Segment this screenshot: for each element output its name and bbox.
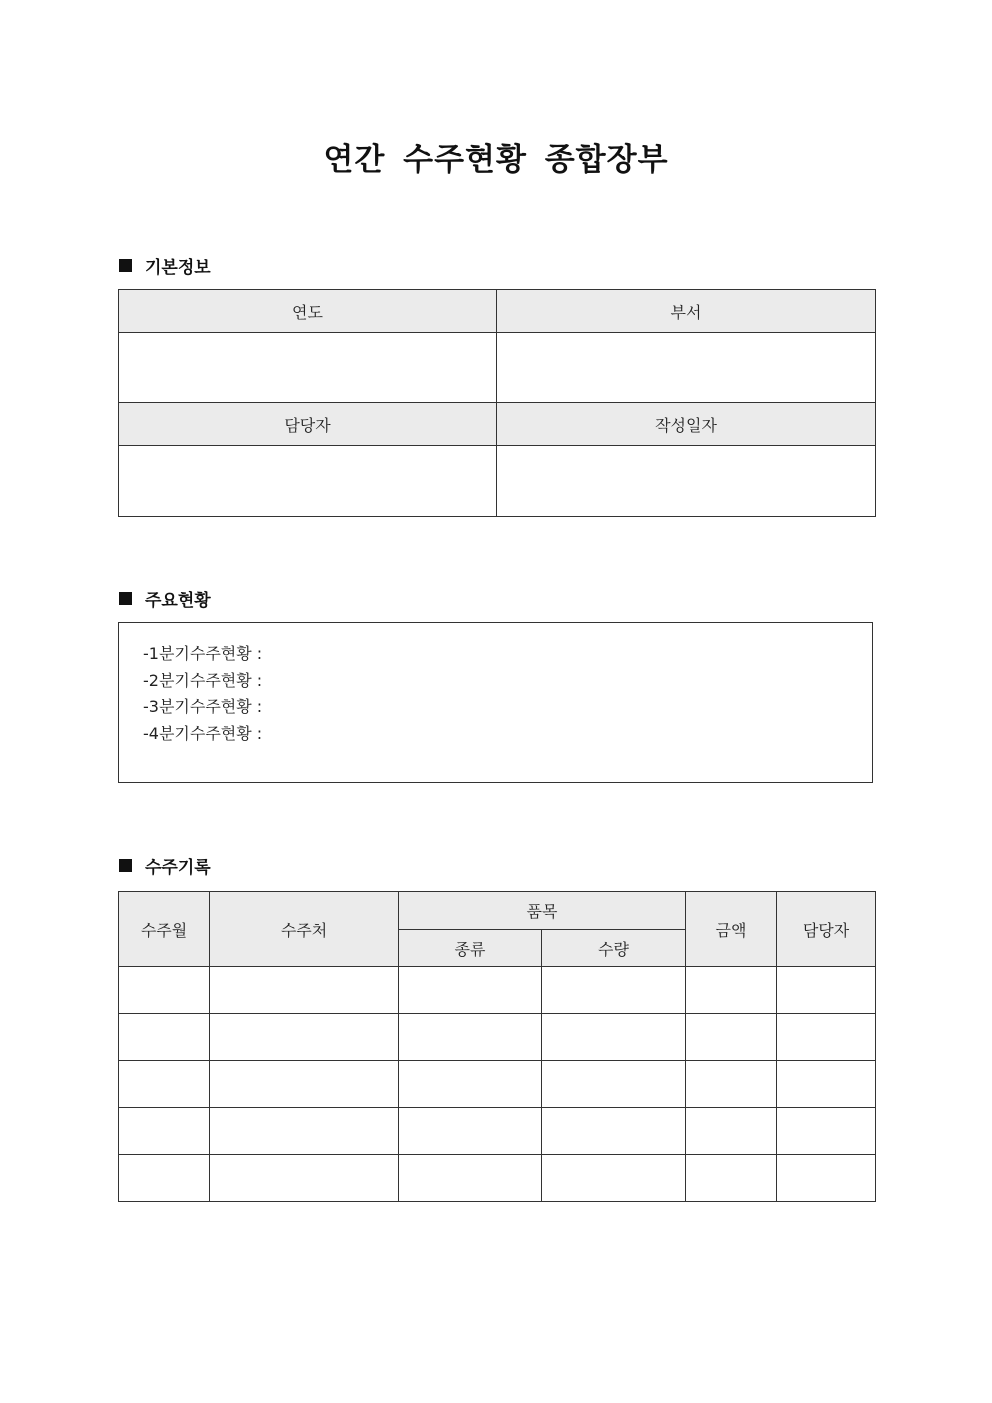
table-row xyxy=(119,967,876,1014)
col-header-item-qty: 수량 xyxy=(542,930,686,967)
basic-info-table xyxy=(118,289,876,517)
order-records-table xyxy=(118,891,876,1202)
cell-manager[interactable] xyxy=(777,967,876,1014)
key-status-box[interactable] xyxy=(118,622,873,783)
cell-manager[interactable] xyxy=(777,1061,876,1108)
cell-manager[interactable] xyxy=(777,1155,876,1202)
cell-item-type[interactable] xyxy=(399,1014,542,1061)
table-row xyxy=(119,1061,876,1108)
manager-field[interactable] xyxy=(119,446,497,517)
q2-status-line: -2분기수주현황 : xyxy=(143,670,263,690)
cell-month[interactable] xyxy=(119,967,210,1014)
cell-client[interactable] xyxy=(210,967,399,1014)
col-header-amount: 금액 xyxy=(686,892,777,967)
col-header-manager: 담당자 xyxy=(777,892,876,967)
cell-item-type[interactable] xyxy=(399,967,542,1014)
table-row xyxy=(119,1014,876,1061)
section-heading-label: 주요현황 xyxy=(145,590,211,611)
q3-status-line: -3분기수주현황 : xyxy=(143,697,263,716)
cell-amount[interactable] xyxy=(686,1061,777,1108)
cell-item-type[interactable] xyxy=(399,1155,542,1202)
col-header-item-type: 종류 xyxy=(399,930,542,967)
cell-item-type[interactable] xyxy=(399,1108,542,1155)
cell-month[interactable] xyxy=(119,1014,210,1061)
cell-amount[interactable] xyxy=(686,1155,777,1202)
cell-item-qty[interactable] xyxy=(542,1061,686,1108)
q4-status-line: -4분기수주현황 : xyxy=(143,723,263,743)
year-label: 연도 xyxy=(119,290,497,333)
cell-item-qty[interactable] xyxy=(542,1108,686,1155)
manager-label: 담당자 xyxy=(119,403,497,446)
department-field[interactable] xyxy=(497,333,876,403)
col-header-client: 수주처 xyxy=(210,892,399,967)
page-title: 연간 수주현황 종합장부 xyxy=(323,142,669,178)
square-bullet-icon xyxy=(119,859,132,872)
cell-item-qty[interactable] xyxy=(542,1155,686,1202)
cell-month[interactable] xyxy=(119,1108,210,1155)
cell-client[interactable] xyxy=(210,1155,399,1202)
date-written-field[interactable] xyxy=(497,446,876,517)
cell-client[interactable] xyxy=(210,1061,399,1108)
cell-client[interactable] xyxy=(210,1108,399,1155)
cell-manager[interactable] xyxy=(777,1014,876,1061)
cell-amount[interactable] xyxy=(686,1108,777,1155)
cell-manager[interactable] xyxy=(777,1108,876,1155)
square-bullet-icon xyxy=(119,259,132,272)
department-label: 부서 xyxy=(497,290,876,333)
cell-item-qty[interactable] xyxy=(542,1014,686,1061)
q1-status-line: -1분기수주현황 : xyxy=(143,644,263,663)
square-bullet-icon xyxy=(119,592,132,605)
section-heading-basic-info xyxy=(119,253,211,277)
cell-month[interactable] xyxy=(119,1155,210,1202)
cell-client[interactable] xyxy=(210,1014,399,1061)
section-heading-order-records xyxy=(119,853,211,877)
table-row xyxy=(119,1108,876,1155)
cell-item-type[interactable] xyxy=(399,1061,542,1108)
cell-month[interactable] xyxy=(119,1061,210,1108)
year-field[interactable] xyxy=(119,333,497,403)
cell-item-qty[interactable] xyxy=(542,967,686,1014)
col-header-item-group: 품목 xyxy=(399,892,686,930)
cell-amount[interactable] xyxy=(686,967,777,1014)
section-heading-key-status xyxy=(119,586,211,610)
section-heading-label: 기본정보 xyxy=(145,257,211,278)
table-row xyxy=(119,1155,876,1202)
section-heading-label: 수주기록 xyxy=(145,857,211,878)
date-written-label: 작성일자 xyxy=(497,403,876,446)
col-header-month: 수주월 xyxy=(119,892,210,967)
cell-amount[interactable] xyxy=(686,1014,777,1061)
